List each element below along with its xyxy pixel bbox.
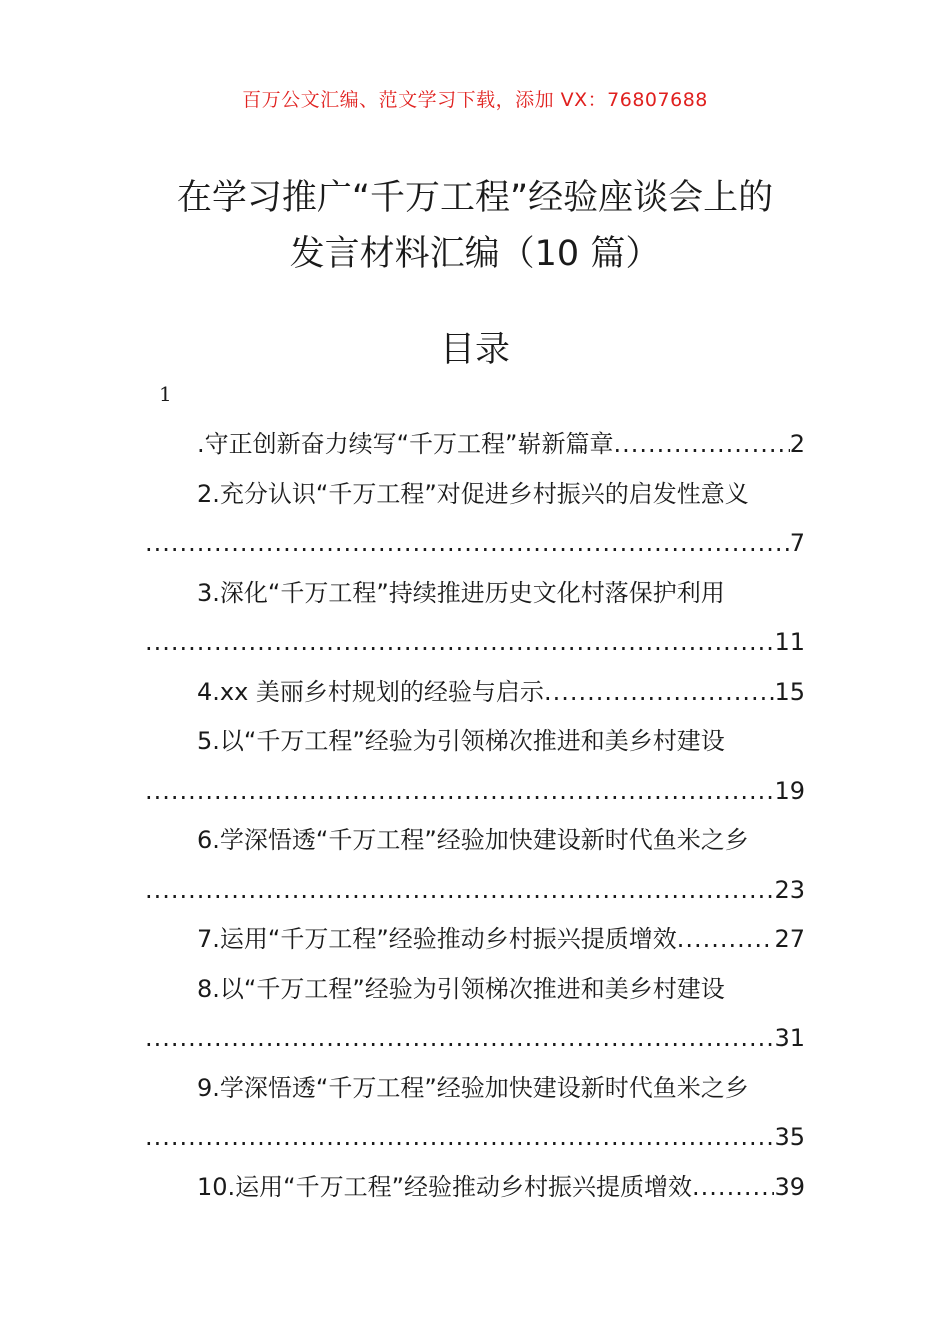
toc-leader-dots (145, 767, 774, 817)
toc-entry-8-leader-line (145, 1014, 805, 1064)
toc-entry-5[interactable] (145, 717, 805, 767)
toc-entry-2-leader-line (145, 519, 805, 569)
toc-leader-dots (145, 618, 774, 668)
toc-leader-dots (692, 1163, 774, 1213)
stray-page-number: 1 (159, 382, 172, 406)
toc-leader-dots (677, 915, 775, 965)
toc-entry-title: 5.以“千万工程”经验为引领梯次推进和美乡村建设 (197, 727, 725, 755)
document-title-line-2: 发言材料汇编（10 篇） (289, 234, 661, 274)
toc-entry-page: 27 (774, 925, 805, 953)
toc-entry-6-leader-line (145, 866, 805, 916)
toc-entry-5-leader-line (145, 767, 805, 817)
toc-leader-dots (614, 420, 790, 470)
toc-entry-7[interactable] (145, 915, 805, 965)
toc-leader-dots (145, 1113, 774, 1163)
toc-entry-3-leader-line (145, 618, 805, 668)
toc-leader-dots (145, 866, 774, 916)
toc-entry-10[interactable] (145, 1163, 805, 1213)
toc-entry-title: .守正创新奋力续写“千万工程”崭新篇章 (197, 430, 614, 458)
toc-entry-title: 9.学深悟透“千万工程”经验加快建设新时代鱼米之乡 (197, 1073, 749, 1102)
document-title (100, 170, 850, 282)
toc-entry-title: 4.xx 美丽乡村规划的经验与启示 (197, 677, 544, 706)
toc-entry-page: 19 (774, 776, 805, 805)
watermark-banner: 百万公文汇编、范文学习下载，添加 VX：76807688 (242, 89, 708, 111)
toc-entry-page: 7 (789, 529, 805, 557)
toc-leader-dots (145, 1014, 774, 1064)
toc-entry-title: 6.学深悟透“千万工程”经验加快建设新时代鱼米之乡 (197, 826, 749, 854)
toc-entry-4[interactable] (145, 668, 805, 718)
toc-leader-dots (145, 519, 790, 569)
toc-entry-page: 15 (774, 677, 805, 706)
toc-entry-3[interactable] (145, 569, 805, 619)
toc-entry-page: 35 (774, 1123, 805, 1151)
toc-entry-title: 10.运用“千万工程”经验推动乡村振兴提质增效 (197, 1172, 693, 1201)
toc-entry-2[interactable] (145, 470, 805, 520)
table-of-contents (145, 420, 805, 1212)
toc-entry-title: 3.深化“千万工程”持续推进历史文化村落保护利用 (197, 578, 725, 607)
toc-entry-9-leader-line (145, 1113, 805, 1163)
toc-entry-title: 8.以“千万工程”经验为引领梯次推进和美乡村建设 (197, 974, 725, 1003)
toc-entry-page: 39 (774, 1172, 805, 1201)
toc-entry-page: 23 (774, 875, 805, 904)
toc-leader-dots (544, 668, 775, 718)
toc-entry-page: 2 (789, 430, 805, 458)
toc-heading: 目录 (439, 330, 510, 370)
toc-entry-title: 2.充分认识“千万工程”对促进乡村振兴的启发性意义 (197, 479, 749, 508)
toc-entry-title: 7.运用“千万工程”经验推动乡村振兴提质增效 (197, 925, 677, 953)
toc-entry-page: 31 (774, 1024, 805, 1052)
document-title-line-1: 在学习推广“千万工程”经验座谈会上的 (176, 178, 774, 218)
toc-entry-1[interactable] (145, 420, 805, 470)
toc-entry-6[interactable] (145, 816, 805, 866)
toc-entry-9[interactable] (145, 1064, 805, 1114)
toc-entry-8[interactable] (145, 965, 805, 1015)
toc-entry-page: 11 (774, 628, 805, 656)
